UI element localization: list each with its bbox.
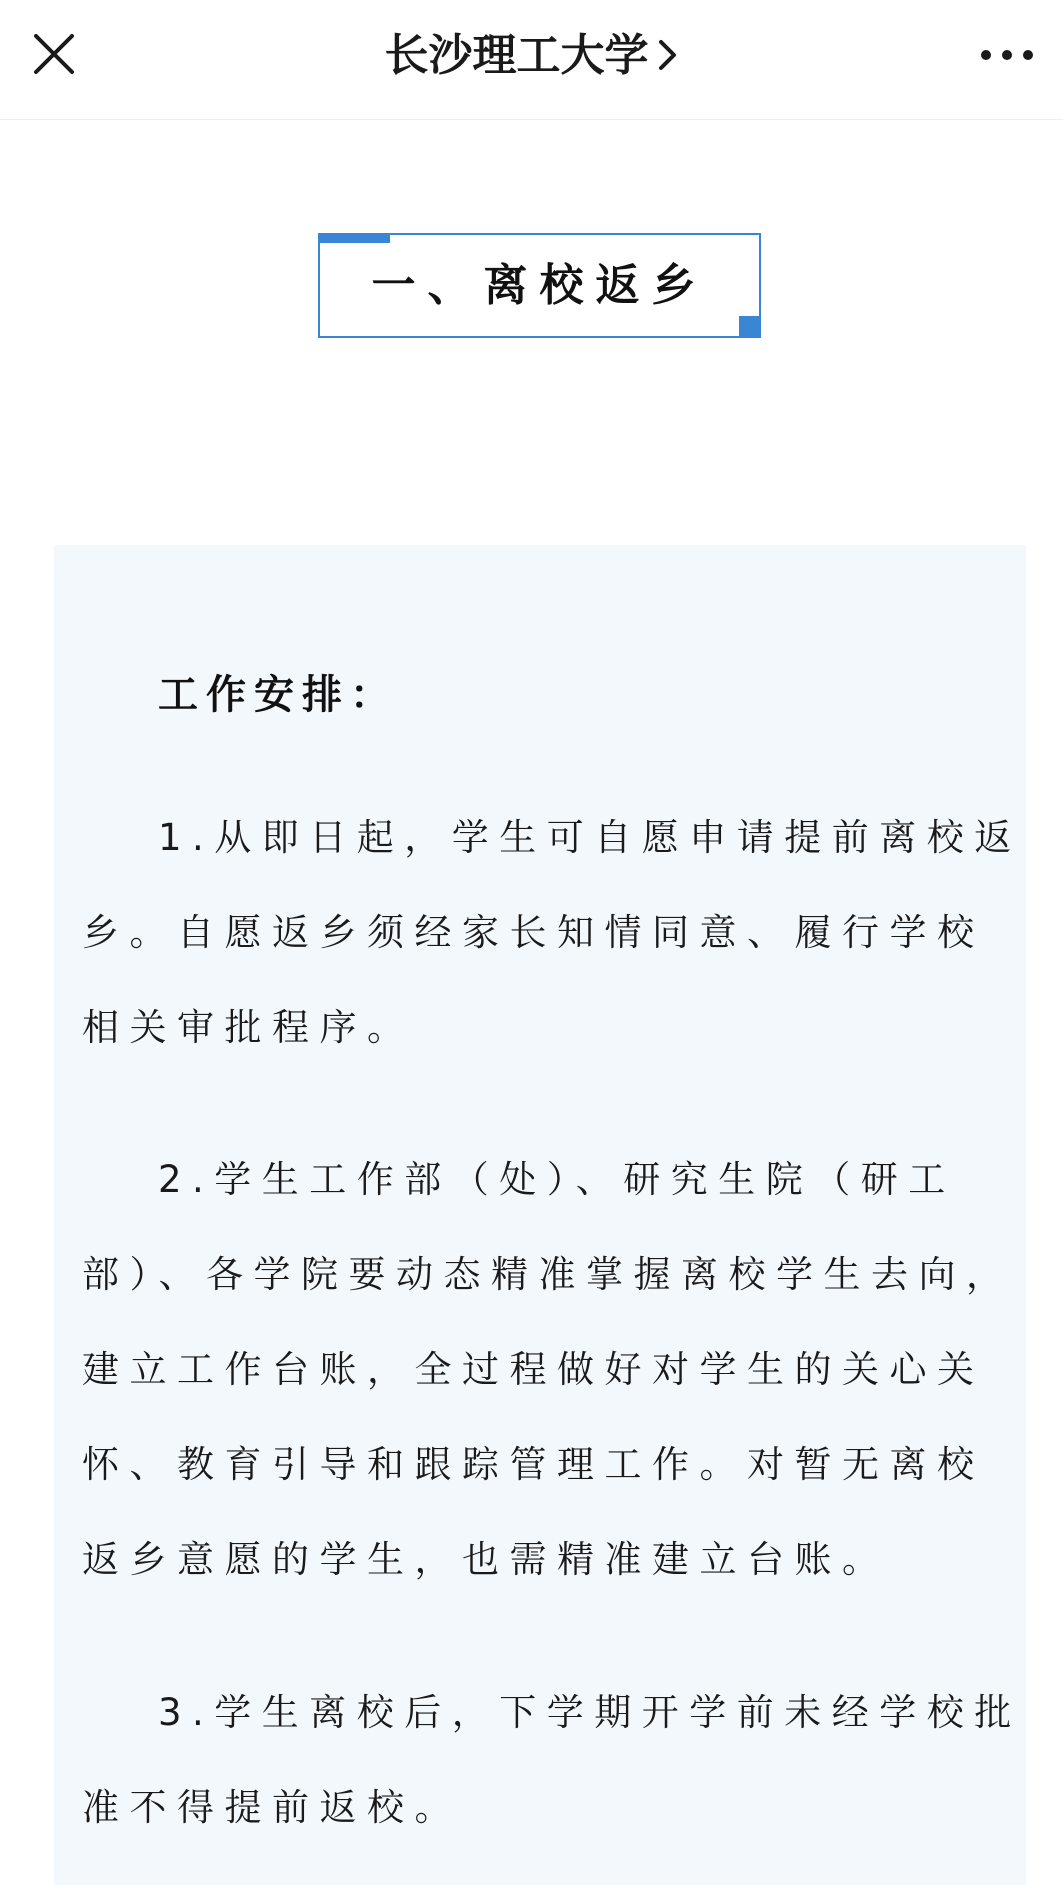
account-title-link[interactable] (0, 28, 1063, 86)
accent-square (739, 316, 761, 338)
more-dots-icon[interactable] (979, 40, 1035, 70)
section-title-box (318, 233, 761, 338)
work-arrangement-heading: 工作安排： (158, 672, 398, 718)
paragraph-3: 3.学生离校后，下学期开学前未经学校批准不得提前返校。 (82, 1691, 1022, 1829)
section-title: 一、离校返乡 (371, 260, 708, 311)
chevron-right-icon (657, 30, 679, 86)
accent-bar (318, 233, 390, 243)
paragraph-2: 2.学生工作部（处）、研究生院（研工部）、各学院要动态精准掌握离校学生去向，建立工作台账，全过程做好对学生的关心关怀、教育引导和跟踪管理工作。对暂无离校返乡意愿的学生，也需精准建立台账。 (82, 1158, 1014, 1581)
content-panel (54, 545, 1026, 1885)
paragraph-1: 1.从即日起，学生可自愿申请提前离校返乡。自愿返乡须经家长知情同意、履行学校相关审批程序。 (82, 816, 1022, 1049)
account-title: 长沙理工大学 (384, 30, 649, 81)
top-bar (0, 0, 1063, 120)
